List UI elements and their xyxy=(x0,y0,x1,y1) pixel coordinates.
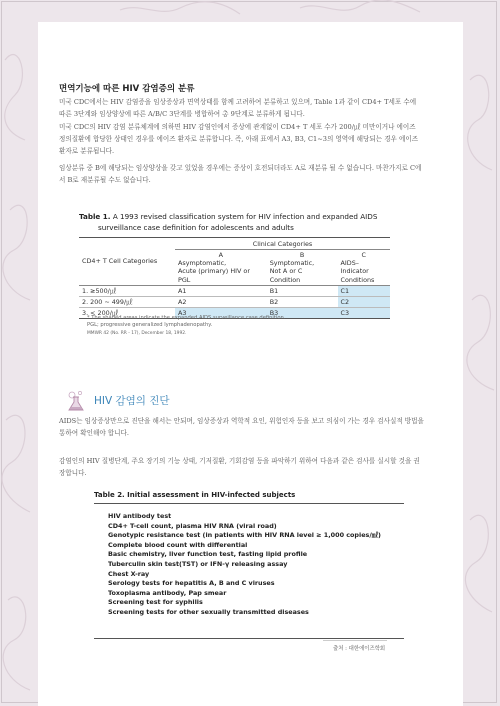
list-item: Toxoplasma antibody, Pap smear xyxy=(108,588,227,597)
list-item: Serology tests for hepatitis A, B and C viruses xyxy=(108,579,275,588)
table-cell-shaded: C3 xyxy=(338,307,390,318)
table-cell-shaded: C1 xyxy=(338,285,390,296)
row-label: 1. ≥500/㎕ xyxy=(79,285,175,296)
section-heading-diagnosis: HIV 감염의 진단 xyxy=(94,395,170,407)
list-item: Basic chemistry, liver function test, fasting lipid profile xyxy=(108,550,308,559)
paragraph-diagnosis-1: AIDS는 임상증상만으로 진단을 해서는 안되며, 임상증상과 역학적 요인, 위험인자 등을 보고 의심이 가는 경우 검사실적 방법을 통하여 확인해야 합니다. xyxy=(59,417,424,438)
column-a-line1: Asymptomatic, xyxy=(178,259,227,268)
list-item: Complete blood count with differential xyxy=(108,540,248,549)
table-cell-shaded: A3 xyxy=(175,307,267,318)
table2-caption-label: Table 2. xyxy=(94,491,125,499)
row-label: 2. 200 ~ 499/㎕ xyxy=(79,296,175,307)
row-header-cd4: CD4+ T Cell Categories xyxy=(79,238,175,286)
table-row xyxy=(79,285,390,296)
list-item: CD4+ T-cell count, plasma HIV RNA (viral road) xyxy=(108,521,277,530)
row-label: 3. < 200/㎕ xyxy=(79,307,175,318)
column-c-line1: AIDS–Indicator xyxy=(340,259,369,276)
table1-caption-label: Table 1. xyxy=(79,212,111,221)
classification-table xyxy=(79,237,390,319)
assessment-table xyxy=(94,503,404,639)
column-a-letter: A xyxy=(218,251,224,259)
source-credit: 출처 : 대한에이즈학회 xyxy=(333,646,386,652)
clinical-categories-header: Clinical Categories xyxy=(175,238,390,250)
column-b-line2: Not A or C Condition xyxy=(269,267,303,284)
column-b-letter: B xyxy=(299,251,305,259)
table-cell: A2 xyxy=(175,296,267,307)
column-header-a xyxy=(175,250,267,286)
table1-note-pgl: PGL; progressive generalized lymphadenopathy. xyxy=(87,322,213,329)
paragraph-diagnosis-2: 감염인의 HIV 질병단계, 주요 장기의 기능 상태, 기저질환, 기회감염 등을 파악하기 위하여 다음과 같은 검사를 실시할 것을 권장합니다. xyxy=(59,457,420,478)
table2-caption-text: Initial assessment in HIV-infected subjects xyxy=(124,491,296,499)
list-item: Screening tests for other sexually transmitted diseases xyxy=(108,607,309,616)
assessment-list xyxy=(108,512,381,618)
table1-caption xyxy=(79,212,377,233)
column-a-line2: Acute (primary) HIV or PGL xyxy=(178,267,250,284)
table-row xyxy=(79,296,390,307)
paragraph-classification-3: 임상분류 중 B에 해당되는 임상양상을 갖고 있었을 경우에는 증상이 호전되더라도 A로 재분류 될 수 없습니다. 마찬가지로 C에서 B로 재분류될 수도 없습니다. xyxy=(59,164,422,185)
table1-caption-line1: A 1993 revised classification system for HIV infection and expanded AIDS xyxy=(110,212,378,221)
column-c-letter: C xyxy=(361,251,366,259)
table1-notes xyxy=(87,315,285,337)
paragraph-classification-2: 미국 CDC의 HIV 감염 분류체계에 의하면 HIV 감염인에서 증상에 관계없이 CD4+ T 세포 수가 200/㎕ 미만이거나 에이즈 정의질환에 합당한 상태인 경우를 에이즈 환자로 분류합니다. 즉, 아래 표에서 A3, B3, C1~3의 영역에 해당되는 경우 에이즈 환자로 분류됩니다. xyxy=(59,123,419,156)
table1-caption-line2: surveillance case definition for adolescents and adults xyxy=(98,222,294,232)
table2-caption xyxy=(94,491,295,499)
table-cell: A1 xyxy=(175,285,267,296)
column-header-b xyxy=(267,250,338,286)
list-item: Screening test for syphilis xyxy=(108,598,203,607)
flask-icon xyxy=(65,390,87,412)
column-b-line1: Symptomatic, xyxy=(269,259,315,268)
table-cell-shaded: C2 xyxy=(338,296,390,307)
list-item: HIV antibody test xyxy=(108,512,172,520)
list-item: Tuberculin skin test(TST) or IFN-γ releasing assay xyxy=(108,559,288,568)
column-c-line2: Conditions xyxy=(340,275,375,284)
section-title-classification: 면역기능에 따른 HIV 감염증의 분류 xyxy=(59,84,195,94)
list-item: Chest X-ray xyxy=(108,569,150,578)
list-item: Genotypic resistance test (in patients with HIV RNA level ≥ 1,000 copies/㎖) xyxy=(108,531,381,540)
paragraph-classification-1: 미국 CDC에서는 HIV 감염증을 임상증상과 면역상태를 함께 고려하여 분류하고 있으며, Table 1과 같이 CD4+ T세포 수에 따른 3단계와 임상양상에 따른 A/B/C 3단계를 병합하여 총 9단계로 분류하게 됩니다. xyxy=(59,98,417,119)
table1-note-shaded: * The shaded areas indicate the expanded AIDS surveillance case definition. xyxy=(87,315,286,321)
table-cell: B2 xyxy=(267,296,338,307)
column-header-c xyxy=(338,250,390,286)
table-cell: B1 xyxy=(267,285,338,296)
table-cell-shaded: B3 xyxy=(267,307,338,318)
table1-note-reference: MMWR 42 (No. RR - 17), December 18, 1992. xyxy=(87,330,187,336)
